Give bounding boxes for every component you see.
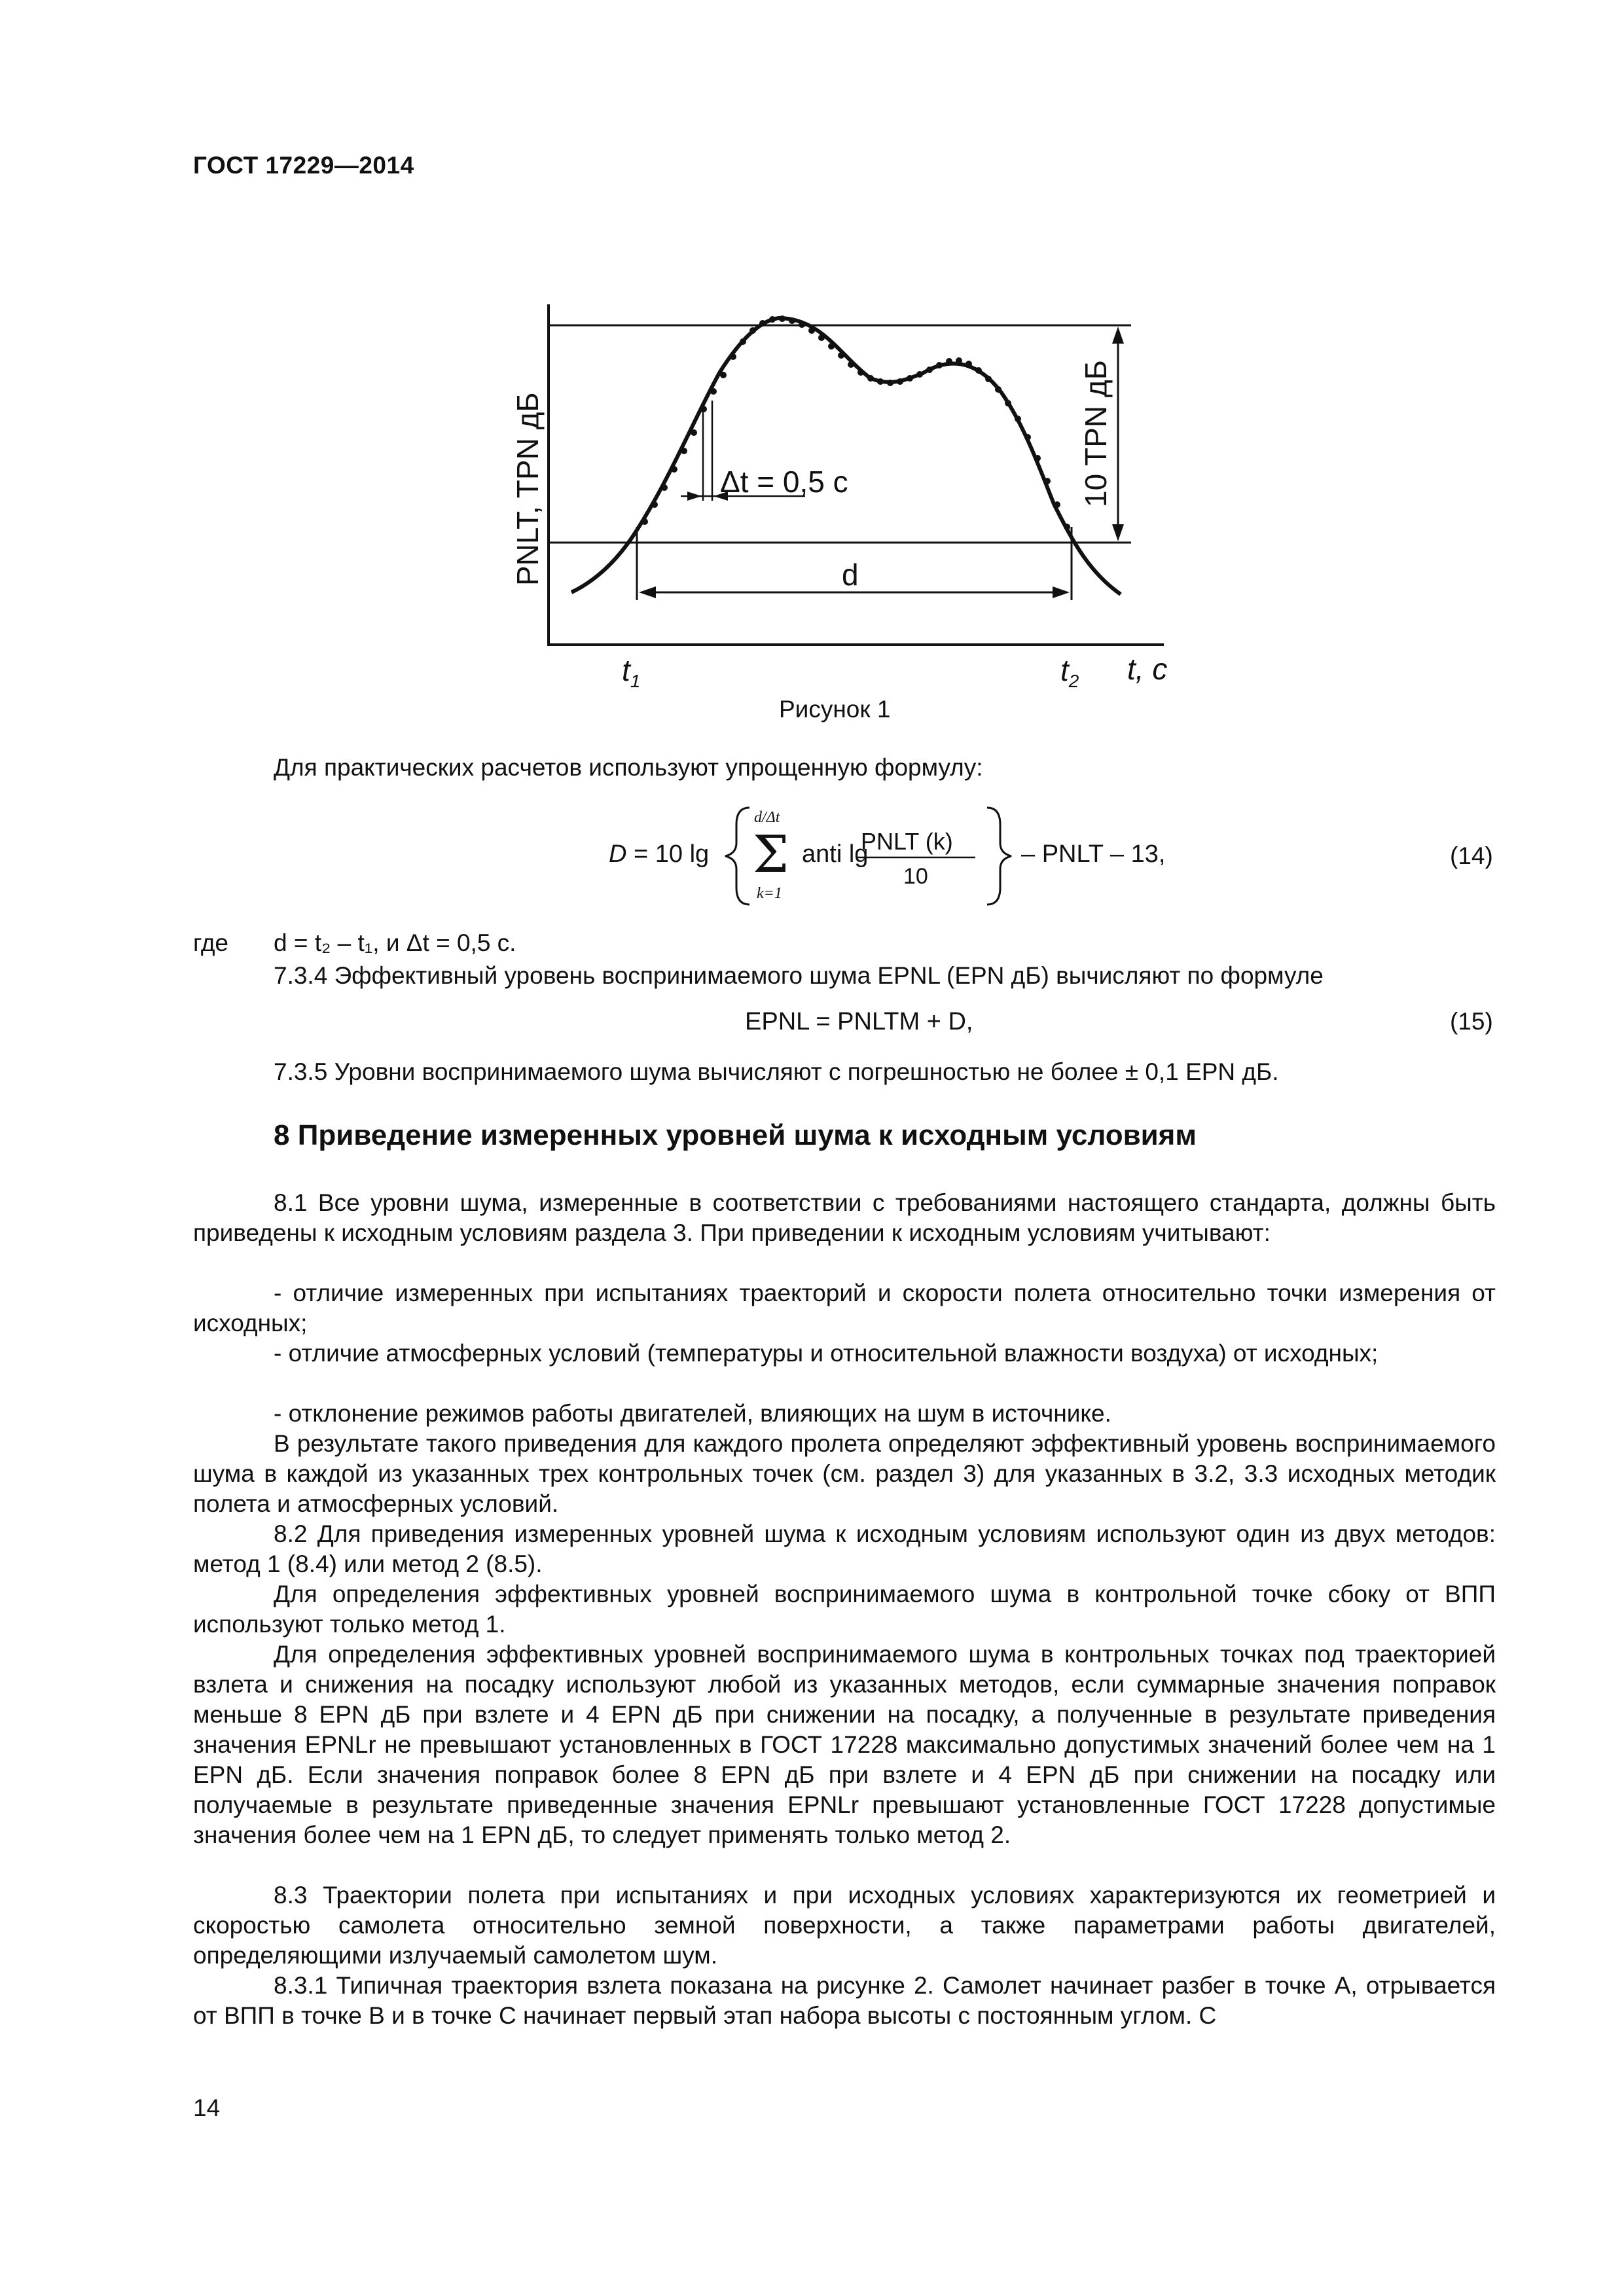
paragraph-7-3-5: 7.3.5 Уровни воспринимаемого шума вычисляют с погрешностью не более ± 0,1 EPN дБ. xyxy=(274,1058,1279,1085)
paragraph-method-1: Для определения эффективных уровней воспринимаемого шума в контрольной точке сбоку от ВПП используют только метод 1. xyxy=(193,1581,1496,1638)
list-item-trajectory: - отличие измеренных при испытаниях траекторий и скорости полета относительно точки измерения от исходных; xyxy=(193,1280,1496,1336)
delta-t-arrow-right xyxy=(687,492,702,501)
svg-text:PNLT (k): PNLT (k) xyxy=(861,828,953,855)
right-dimension-label: 10 TPN дБ xyxy=(1079,360,1113,507)
svg-text:k=1: k=1 xyxy=(757,885,782,902)
t-axis-label: t, c xyxy=(1127,652,1168,686)
list-item-engine-modes: - отклонение режимов работы двигателей, влияющих на шум в источнике. xyxy=(274,1400,1111,1427)
svg-text:D = 10 lg: D = 10 lg xyxy=(609,840,710,868)
formula-15-number: (15) xyxy=(1450,1008,1493,1035)
right-arrow-down xyxy=(1112,524,1124,541)
paragraph-8-3: 8.3 Траектории полета при испытаниях и при исходных условиях характеризуются их геометрией и скоростью самолета относительно земной поверхности, а также параметрами работы двигателей, определяющими излучаемый самолетом шум. xyxy=(193,1882,1496,1969)
svg-text:10: 10 xyxy=(903,864,928,889)
paragraph-8-2: 8.2 Для приведения измеренных уровней шума к исходным условиям используют один из двух методов: метод 1 (8.4) или метод 2 (8.5). xyxy=(193,1520,1496,1577)
right-arrow-up xyxy=(1112,327,1124,344)
t2-label: $t_2$ xyxy=(1060,653,1079,691)
paragraph-8-1: 8.1 Все уровни шума, измеренные в соответствии с требованиями настоящего стандарта, должны быть приведены к исходным условиям раздела 3. При приведении к исходным условиям учитывают: xyxy=(193,1189,1496,1246)
d-arrow-right xyxy=(1053,586,1070,598)
where-definition: d = t₂ – t₁, и Δt = 0,5 с. xyxy=(274,929,516,956)
y-axis-label: PNLT, TPN дБ xyxy=(511,392,545,586)
figure-caption: Рисунок 1 xyxy=(779,696,891,723)
formula-14 xyxy=(589,798,1244,910)
svg-text:Σ: Σ xyxy=(753,825,789,884)
svg-text:d/Δt: d/Δt xyxy=(754,809,780,826)
delta-t-label: Δt = 0,5 c xyxy=(720,465,848,499)
formula-14-number: (14) xyxy=(1450,842,1493,869)
d-arrow-left xyxy=(639,586,656,598)
page-number: 14 xyxy=(193,2094,221,2121)
formula-intro: Для практических расчетов используют упрощенную формулу: xyxy=(274,754,983,781)
figure-1-plot xyxy=(0,0,1624,720)
section-8-title: 8 Приведение измеренных уровней шума к исходным условиям xyxy=(274,1119,1197,1151)
paragraph-methods-choice: Для определения эффективных уровней воспринимаемого шума в контрольных точках под траекторией взлета и снижения на посадку используют любой из указанных методов, если суммарные значения поправок меньше 8 EPN дБ при взлете и 4 EPN дБ при снижении на посадку, а полученные в результате приведения значения EPNLr не превышают установленных в ГОСТ 17228 максимально допустимых значений более чем на 1 EPN дБ. Если значения поправок более 8 EPN дБ при взлете и 4 EPN дБ при снижении на посадку или получаемые в результате приведенные значения EPNLr превышают установленные ГОСТ 17228 допустимые значения более чем на 1 EPN дБ, то следует применять только метод 2. xyxy=(193,1641,1496,1848)
document-header: ГОСТ 17229—2014 xyxy=(193,152,414,179)
svg-text:– PNLT – 13,: – PNLT – 13, xyxy=(1021,840,1166,868)
paragraph-8-3-1: 8.3.1 Типичная траектория взлета показана на рисунке 2. Самолет начинает разбег в точке A, отрывается от ВПП в точке B и в точке C начинает первый этап набора высоты с постоянным углом. С xyxy=(193,1972,1496,2029)
paragraph-7-3-4: 7.3.4 Эффективный уровень воспринимаемого шума EPNL (EPN дБ) вычисляют по формуле xyxy=(274,962,1324,989)
svg-text:anti lg: anti lg xyxy=(802,840,869,868)
where-word: где xyxy=(193,929,229,956)
formula-15: EPNL = PNLTM + D, xyxy=(745,1008,973,1035)
paragraph-result: В результате такого приведения для каждого пролета определяют эффективный уровень воспринимаемого шума в каждой из указанных трех контрольных точек (см. раздел 3) для указанных в 3.2, 3.3 исходных методик полета и атмосферных условий. xyxy=(193,1430,1496,1517)
list-item-atmosphere: - отличие атмосферных условий (температуры и относительной влажности воздуха) от исходных; xyxy=(274,1340,1379,1367)
d-label: d xyxy=(842,558,859,592)
t1-label: $t_1$ xyxy=(622,653,641,691)
sample-points xyxy=(641,315,1070,530)
